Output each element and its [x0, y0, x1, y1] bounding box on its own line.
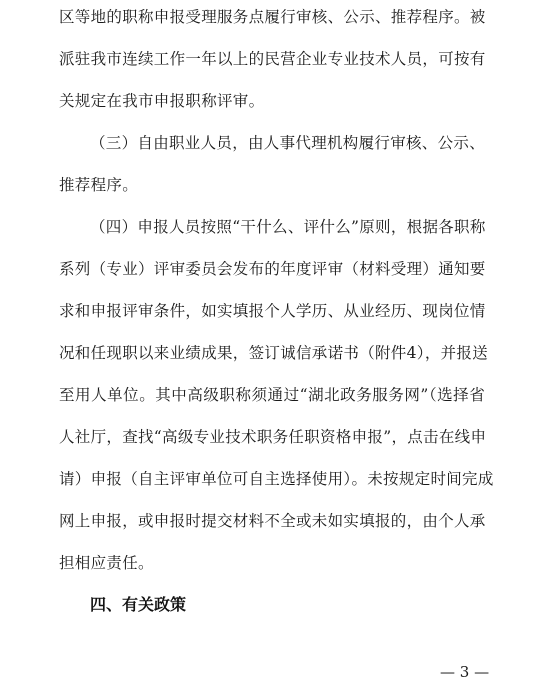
paragraph-line: 担相应责任。 — [59, 554, 154, 572]
paragraph-line: 人社厅，查找“高级专业技术职务任职资格申报”，点击在线申 — [59, 428, 487, 446]
section-heading: 四、有关政策 — [90, 595, 187, 614]
paragraph-line: 区等地的职称申报受理服务点履行审核、公示、推荐程序。被 — [59, 8, 486, 26]
paragraph-line: 网上申报，或申报时提交材料不全或未如实填报的，由个人承 — [59, 512, 486, 530]
paragraph-line: 系列（专业）评审委员会发布的年度评审（材料受理）通知要 — [59, 260, 486, 278]
paragraph-line: 求和申报评审条件，如实填报个人学历、从业经历、现岗位情 — [59, 302, 486, 320]
paragraph-line: （三）自由职业人员，由人事代理机构履行审核、公示、 — [90, 134, 486, 152]
paragraph-line: 请）申报（自主评审单位可自主选择使用）。未按规定时间完成 — [59, 470, 494, 488]
paragraph-line: 关规定在我市申报职称评审。 — [59, 92, 265, 110]
paragraph-line: （四）申报人员按照“干什么、评什么”原则，根据各职称 — [90, 218, 486, 236]
paragraph-line: 派驻我市连续工作一年以上的民营企业专业技术人员，可按有 — [59, 50, 486, 68]
page-number: — 3 — — [440, 663, 490, 681]
paragraph-line: 况和任现职以来业绩成果，签订诚信承诺书（附件4），并报送 — [59, 344, 489, 362]
paragraph-line: 至用人单位。其中高级职称须通过“湖北政务服务网”（选择省 — [59, 386, 485, 404]
paragraph-line: 推荐程序。 — [59, 176, 139, 194]
